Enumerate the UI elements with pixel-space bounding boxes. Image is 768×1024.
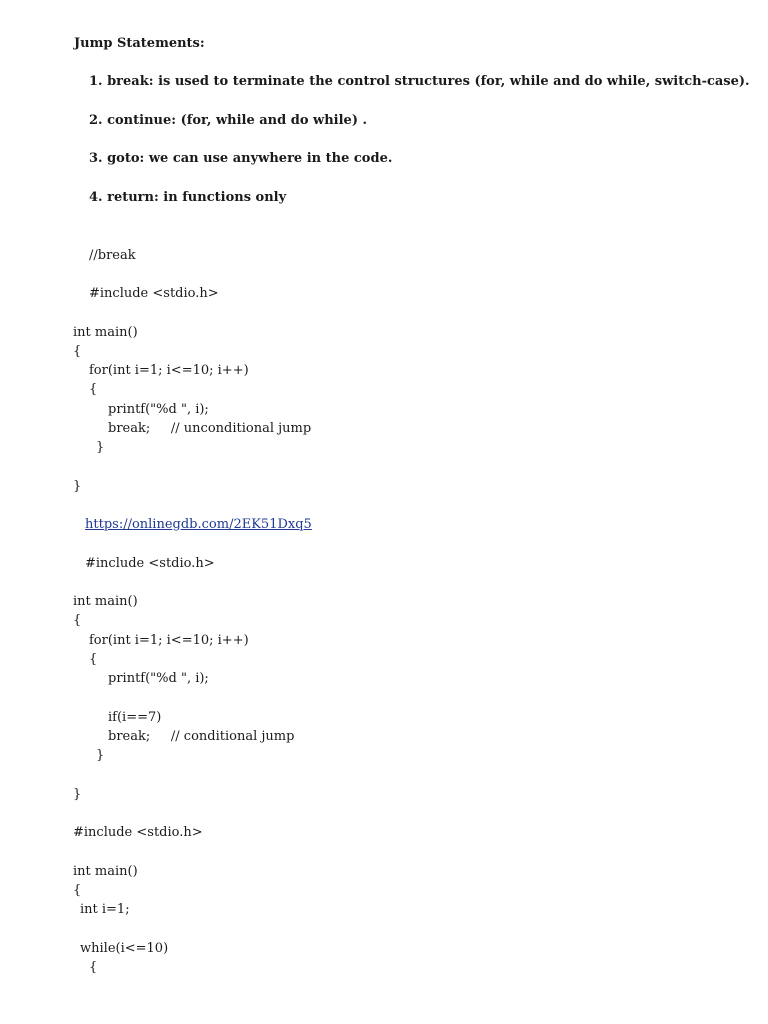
code-close-brace: }	[73, 479, 82, 494]
code-open-brace: {	[73, 344, 82, 359]
point-return: 4. return: in functions only	[89, 190, 287, 205]
code-open-brace: {	[89, 652, 98, 667]
code-close-brace: }	[96, 748, 105, 763]
onlinegdb-link[interactable]: https://onlinegdb.com/2EK51Dxq5	[85, 517, 312, 532]
point-continue: 2. continue: (for, while and do while) .	[89, 113, 368, 128]
code-open-brace: {	[73, 613, 82, 628]
page-title: Jump Statements:	[74, 36, 205, 51]
code-open-brace: {	[89, 382, 98, 397]
code-main-signature: int main()	[73, 325, 138, 340]
code-open-brace: {	[89, 960, 98, 975]
code-for-loop: for(int i=1; i<=10; i++)	[89, 633, 249, 648]
code-include: #include <stdio.h>	[89, 286, 219, 301]
code-main-signature: int main()	[73, 864, 138, 879]
code-include: #include <stdio.h>	[73, 825, 203, 840]
code-for-loop: for(int i=1; i<=10; i++)	[89, 363, 249, 378]
code-open-brace: {	[73, 883, 82, 898]
code-break: break; // unconditional jump	[108, 421, 312, 436]
code-int-declaration: int i=1;	[80, 902, 130, 917]
point-goto: 3. goto: we can use anywhere in the code.	[89, 151, 393, 166]
code-break: break; // conditional jump	[108, 729, 295, 744]
code-printf: printf("%d ", i);	[108, 671, 209, 686]
point-break: 1. break: is used to terminate the control structures (for, while and do while, switch-case).	[89, 74, 750, 89]
code-printf: printf("%d ", i);	[108, 402, 209, 417]
code-if-condition: if(i==7)	[108, 710, 162, 725]
code-main-signature: int main()	[73, 594, 138, 609]
code-close-brace: }	[96, 440, 105, 455]
code-while-loop: while(i<=10)	[80, 941, 169, 956]
code-comment-break: //break	[89, 248, 136, 263]
code-close-brace: }	[73, 787, 82, 802]
code-include: #include <stdio.h>	[85, 556, 215, 571]
